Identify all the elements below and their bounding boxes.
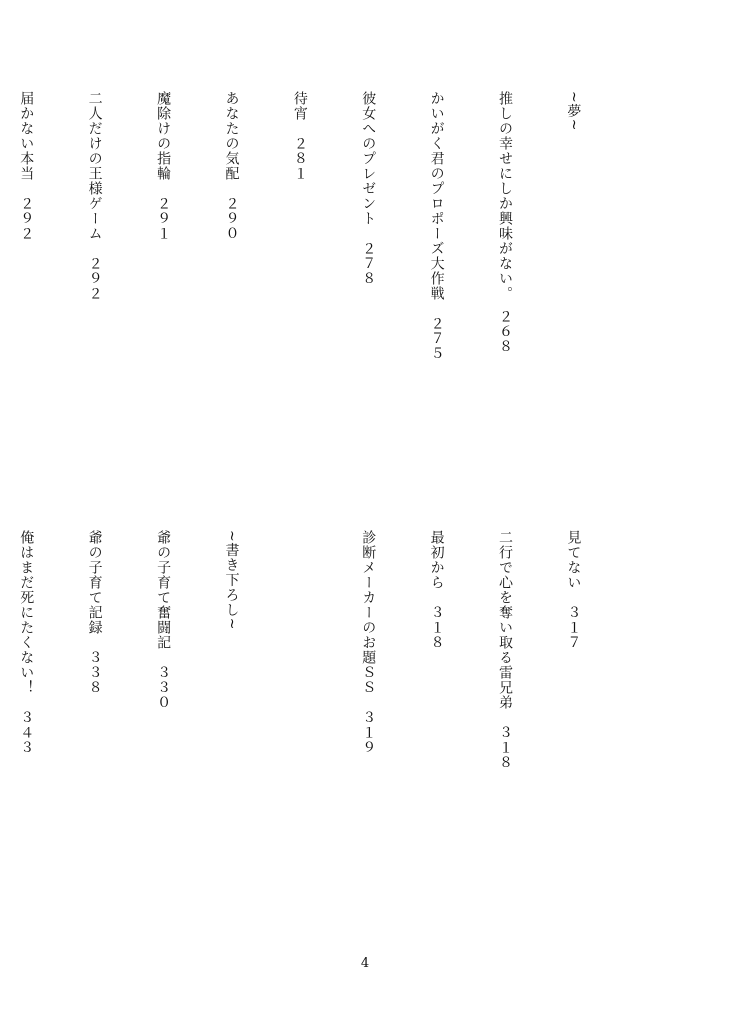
blank-line: [288, 530, 311, 790]
toc-entry: 待宵 ２８１: [291, 91, 308, 181]
toc-entry: 二行で心を奪い取る雷兄弟 ３１８: [497, 530, 514, 770]
section-heading-kakioroshi: ~書き下ろし~: [223, 530, 240, 631]
toc-entry: 彼女へのプレゼント ２７８: [360, 91, 377, 286]
toc-entry: 最初から ３１８: [428, 530, 445, 650]
toc-entry: 爺の子育て記録 ３３８: [86, 530, 103, 695]
toc-entry: 魔除けの指輪 ２９１: [155, 91, 172, 241]
toc-entry: 診断メーカーのお題ＳＳ ３１９: [360, 530, 377, 755]
toc-entry: 届かない本当 ２９２: [18, 91, 35, 241]
toc-upper-block: [0, 91, 630, 471]
toc-entry: 推しの幸せにしか興味がない。 ２６８: [497, 91, 514, 354]
toc-entry: 爺の子育て奮闘記 ３３０: [155, 530, 172, 710]
section-heading-yume: ~夢~: [565, 91, 582, 132]
page-number: 4: [360, 956, 370, 971]
toc-entry: かいがく君のプロポーズ大作戦 ２７５: [428, 91, 445, 361]
toc-entry: 見てない ３１７: [565, 530, 582, 650]
toc-entry: あなたの気配 ２９０: [223, 91, 240, 241]
toc-entry: 俺はまだ死にたくない！ ３４３: [18, 530, 35, 755]
toc-lower-block: [0, 530, 630, 790]
toc-entry: 二人だけの王様ゲーム ２９２: [86, 91, 103, 301]
